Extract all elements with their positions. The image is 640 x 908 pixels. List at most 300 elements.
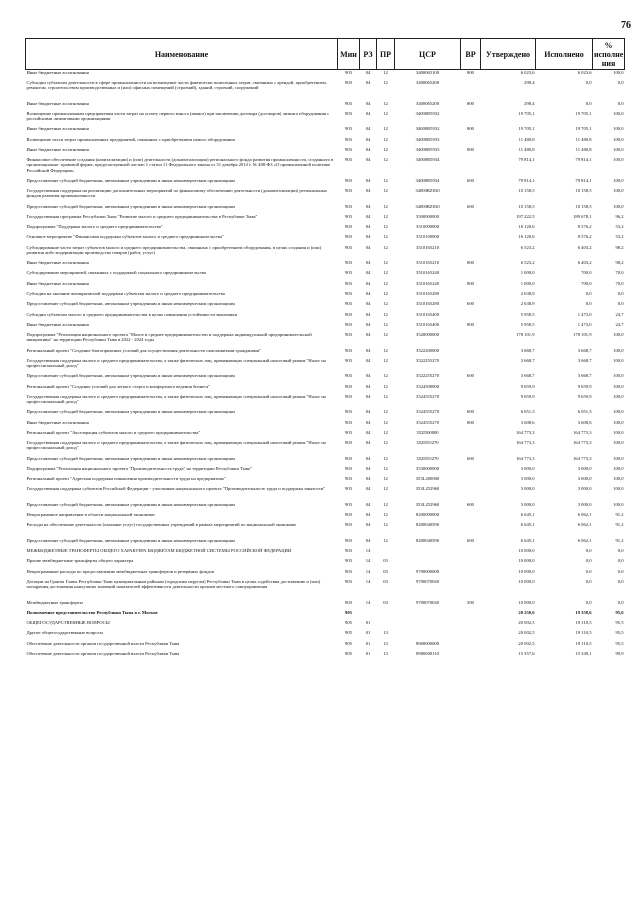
cell-percent: 53,2 [615,224,624,230]
cell-name: Иные бюджетные ассигнования [26,147,89,153]
cell-vr [461,620,481,630]
cell-executed: 8 576,2 [577,234,592,240]
cell-percent: 0,0 [617,599,624,605]
cell-percent: 0,0 [617,579,624,585]
cell-csr: 8900000000 [416,640,439,646]
cell-approved: 10 158,5 [518,203,535,209]
table-row [26,301,625,311]
cell-approved: 11 480,8 [518,147,535,153]
cell-approved: 298,4 [524,80,535,86]
cell-vr [461,394,481,409]
table-row [26,101,625,111]
cell-approved: 6 051,3 [520,409,535,415]
cell-executed: 15 349,1 [575,651,592,656]
cell-csr: 3524555270 [416,419,439,425]
cell-approved: 3 000,0 [520,501,535,507]
cell-rz: 04 [365,512,371,518]
cell-name: Государственная поддержка субъектов Российской Федерации - участников национального проекта "Производительность труда и поддержка занятости" [26,486,326,492]
cell-rz: 04 [365,270,371,276]
cell-name: Иные бюджетные ассигнования [26,280,89,286]
table-row [26,456,625,466]
cell-approved: 3 000,0 [520,476,535,482]
cell-csr: 8900000110 [416,651,439,656]
cell-pr: 12 [383,512,388,518]
cell-rz [360,610,377,620]
cell-name: Предоставление субсидий бюджетным, автономным учреждениям и иным некоммерческим организациям [26,501,235,507]
cell-approved: 178 101,9 [516,332,535,338]
cell-csr: 34000R5932 [415,126,440,132]
cell-name: Прочие межбюджетные трансферты общего характера [26,558,134,564]
cell-percent: 100,0 [613,455,624,461]
cell-approved: 6 523,2 [520,260,535,266]
table-row [26,579,625,600]
cell-min: 903 [345,311,352,317]
cell-csr: 352I555270 [416,455,439,461]
cell-pr: 12 [383,419,388,425]
cell-name: Региональный проект "Акселерация субъектов малого и среднего предпринимательства" [26,429,201,435]
cell-percent: 100,0 [613,419,624,425]
cell-rz: 04 [365,136,371,142]
cell-csr: 3400065200 [416,80,439,86]
cell-name: Предоставление субсидий бюджетным, автономным учреждениям и иным некоммерческим организациям [26,537,235,543]
cell-min: 903 [345,80,352,86]
cell-percent: 100,0 [613,177,624,183]
cell-percent: 0,0 [617,301,624,307]
table-row [26,224,625,234]
cell-csr: 3510165210 [416,244,439,250]
cell-min: 903 [345,393,352,399]
cell-csr [395,630,461,640]
cell-percent: 96,2 [615,213,624,219]
cell-rz: 04 [365,224,371,230]
cell-min: 903 [345,188,352,194]
cell-name: Субсидии субъектам деятельности в сфере промышленности на возмещение части фактически понесенных затрат, связанных с арендой, приобретением, ремонтом, строительством производственных и (или) офисных помещений (строений), зданий, строений, сооружений [26,80,327,91]
cell-rz: 04 [365,301,371,307]
table-body [26,70,625,662]
cell-rz: 14 [365,579,371,585]
table-row [26,569,625,579]
cell-csr: 3510165240 [416,270,439,276]
cell-pr [377,610,395,620]
cell-csr [395,558,461,568]
table-row [26,409,625,419]
cell-rz: 04 [365,188,371,194]
cell-min: 903 [345,501,352,507]
cell-name: Иные бюджетные ассигнования [26,70,89,75]
cell-name: Возмещение части затрат промышленных предприятий, связанных с приобретением нового оборудования [26,136,235,142]
cell-percent: 100,0 [613,70,624,75]
cell-rz: 04 [365,347,371,353]
cell-csr: 3510165240 [416,280,439,286]
cell-pr: 03 [383,568,388,574]
table-row [26,312,625,322]
cell-rz: 04 [365,280,371,286]
cell-rz: 04 [365,321,371,327]
cell-vr [461,157,481,178]
cell-percent: 100,0 [613,501,624,507]
table-row [26,600,625,610]
cell-executed: 6 403,2 [577,244,592,250]
cell-min: 905 [345,630,352,636]
cell-vr: 800 [467,419,474,425]
cell-vr: 600 [467,455,474,461]
cell-min: 903 [345,568,352,574]
cell-min: 903 [345,347,352,353]
table-row [26,558,625,568]
cell-min: 903 [345,321,352,327]
cell-pr [377,548,395,558]
cell-vr: 800 [467,280,474,286]
cell-executed: 6 062,1 [577,537,592,543]
cell-percent: 0,0 [617,548,624,554]
cell-pr: 12 [383,280,388,286]
cell-vr [461,188,481,203]
cell-executed: 19 705,1 [575,126,592,132]
cell-csr: 3520000000 [416,332,439,338]
cell-rz: 04 [365,203,371,209]
header-vr: ВР [461,39,481,70]
cell-executed: 19 110,5 [575,640,592,646]
cell-percent: 91,2 [615,512,624,518]
cell-pr: 03 [383,579,388,585]
header-name: Наименование [26,39,338,70]
header-csr: ЦСР [395,39,461,70]
cell-approved: 3 000,0 [520,486,535,492]
cell-rz: 04 [365,147,371,153]
cell-pr: 12 [383,203,388,209]
cell-approved: 20 002,5 [518,630,535,636]
table-row [26,548,625,558]
cell-executed: 10 158,5 [575,203,592,209]
cell-min: 903 [345,147,352,153]
cell-rz: 04 [365,100,371,106]
cell-percent: 100,0 [613,136,624,142]
cell-rz: 04 [365,111,371,117]
cell-csr: 3524500000 [416,383,439,389]
cell-rz: 14 [365,548,371,554]
cell-rz: 04 [365,465,371,471]
cell-min: 905 [345,651,352,656]
cell-approved: 2 638,9 [520,291,535,297]
cell-min: 903 [345,419,352,425]
cell-pr: 03 [383,599,388,605]
cell-approved: 1 000,0 [520,270,535,276]
cell-rz: 04 [365,80,371,86]
cell-rz: 01 [365,630,371,636]
cell-min: 903 [345,177,352,183]
cell-csr: 352I555270 [416,440,439,446]
cell-min: 903 [345,409,352,415]
cell-name: Возмещение промышленным предприятиям части затрат на уплату первого взноса (аванса) при заключении договора (договоров) лизинга оборудования с российскими лизинговыми организациями [26,111,330,122]
cell-percent: 95,5 [615,620,624,626]
cell-pr: 12 [383,177,388,183]
cell-executed: 19 110,5 [575,630,592,636]
cell-percent: 100,0 [613,357,624,363]
cell-min: 903 [345,280,352,286]
cell-approved: 6 645,1 [520,522,535,528]
cell-percent: 0,0 [617,568,624,574]
cell-rz: 04 [365,126,371,132]
cell-csr: 3400065100 [416,70,439,75]
cell-vr [461,512,481,522]
cell-executed: 3 000,0 [577,501,592,507]
cell-rz: 14 [365,558,371,564]
cell-percent: 100,0 [613,111,624,117]
cell-approved: 10 158,5 [518,188,535,194]
cell-executed: 3 000,0 [577,465,592,471]
cell-vr: 600 [467,537,474,543]
cell-vr: 500 [467,599,474,605]
cell-approved: 164 773,3 [516,429,535,435]
cell-name: Подпрограмма "Реализация национального проекта "Производительность труда" на территории Республики Тыва" [26,465,252,471]
table-row [26,281,625,291]
cell-vr [461,348,481,358]
cell-csr: 3510165210 [416,260,439,266]
cell-vr [461,651,481,661]
table-row [26,538,625,548]
table-row [26,126,625,136]
cell-rz: 04 [365,157,371,163]
header-executed: Исполнено [536,39,593,70]
cell-percent: 95,6 [615,609,624,615]
cell-approved: 3 668,7 [520,373,535,379]
cell-approved: 2 638,9 [520,301,535,307]
cell-csr: 34000R5934 [415,157,440,163]
cell-vr [461,214,481,224]
cell-executed: 0,0 [585,579,592,585]
table-row [26,394,625,409]
cell-percent: 100,0 [613,476,624,482]
cell-csr: 353L252960 [415,486,440,492]
cell-min: 903 [345,373,352,379]
cell-percent: 100,0 [613,373,624,379]
cell-vr [461,579,481,600]
cell-approved: 16 120,6 [518,224,535,230]
cell-min: 903 [345,111,352,117]
cell-min: 905 [345,640,352,646]
cell-approved: 10 000,0 [518,568,535,574]
cell-executed: 19 705,1 [575,111,592,117]
cell-approved: 19 705,1 [518,126,535,132]
cell-min: 905 [345,620,352,626]
cell-vr [461,80,481,101]
cell-pr: 13 [383,651,388,656]
cell-executed: 0,0 [585,599,592,605]
cell-approved: 6 023,6 [520,70,535,75]
cell-pr: 03 [383,558,388,564]
cell-csr: 34000R5934 [415,177,440,183]
cell-vr [461,630,481,640]
cell-approved: 16 120,6 [518,234,535,240]
cell-name: Подпрограмма "Реализация национального проекта "Малое и среднее предпринимательство и поддержка индивидуальной предпринимательской инициативы" на территории Республики Тыва в 2022 - 2024 годы [26,332,312,343]
cell-executed: 1 473,0 [577,321,592,327]
cell-csr: 9700070040 [416,579,439,585]
cell-min: 903 [345,301,352,307]
cell-approved: 20 002,5 [518,640,535,646]
cell-executed: 11 480,8 [575,147,592,153]
cell-approved: 3 668,7 [520,357,535,363]
cell-percent: 53,2 [615,234,624,240]
cell-min: 903 [345,70,352,75]
cell-vr: 600 [467,301,474,307]
table-row [26,234,625,244]
cell-pr: 12 [383,373,388,379]
cell-csr: 3524555270 [416,409,439,415]
cell-percent: 70,0 [615,270,624,276]
cell-executed: 3 668,7 [577,357,592,363]
cell-csr: 8200000000 [416,512,439,518]
cell-pr: 12 [383,188,388,194]
cell-pr: 12 [383,347,388,353]
cell-min: 903 [345,332,352,338]
cell-executed: 164 773,3 [573,440,592,446]
cell-min: 903 [345,357,352,363]
cell-executed: 0,0 [585,548,592,554]
cell-csr: 3500000000 [416,213,439,219]
cell-csr: 34000RZ030 [415,203,440,209]
cell-csr: 9700070040 [416,599,439,605]
cell-approved: 10 000,0 [518,548,535,554]
cell-csr: 8200040590 [416,522,439,528]
cell-percent: 100,0 [613,126,624,132]
cell-min: 903 [345,455,352,461]
cell-approved: 6 645,1 [520,537,535,543]
budget-table [25,38,625,661]
cell-pr: 12 [383,301,388,307]
cell-csr: 3510165280 [416,291,439,297]
cell-vr [461,111,481,126]
cell-csr: 3522255270 [416,373,439,379]
cell-name: Дотации на Гранты Главы Республики Тыва муниципальным районам (городским округам) Республики Тыва в целях содействия достижению и (или) поощрения достижения наилучших значений показателей эффективности деятельности органов местного самоуправления [26,579,321,590]
cell-name: Региональный проект "Создание благоприятных условий для осуществления деятельности самозанятыми гражданами" [26,347,262,353]
cell-percent: 100,0 [613,465,624,471]
cell-csr: 353L200000 [415,476,440,482]
cell-percent: 100,0 [613,347,624,353]
cell-csr [395,620,461,630]
cell-percent: 0,0 [617,80,624,86]
cell-rz: 04 [365,409,371,415]
cell-percent: 24,7 [615,311,624,317]
cell-name: Субсидирование части затрат субъектов малого и среднего предпринимательства, связанных с приобретением оборудования, в целях создания и (или) развития либо модернизации производства товаров (работ, услуг) [26,244,322,255]
cell-pr: 12 [383,213,388,219]
cell-rz: 01 [365,651,371,656]
cell-percent: 100,0 [613,409,624,415]
cell-pr: 12 [383,501,388,507]
cell-pr: 12 [383,126,388,132]
cell-min: 903 [345,429,352,435]
cell-csr: 34000R5932 [415,111,440,117]
table-row [26,358,625,373]
cell-min: 903 [345,579,352,585]
cell-name: Региональный проект "Адресная поддержка повышения производительности труда на предприятиях" [26,476,226,482]
cell-name: Иные бюджетные ассигнования [26,100,89,106]
cell-min: 903 [345,260,352,266]
cell-name: Межбюджетные трансферты [26,599,83,605]
cell-vr: 800 [467,147,474,153]
cell-percent: 91,2 [615,537,624,543]
table-row [26,80,625,101]
cell-name: Субсидирование мероприятий, связанных с поддержкой социального предпринимательства [26,270,207,276]
cell-executed: 9 659,9 [577,383,592,389]
table-row [26,651,625,661]
cell-csr: 3510165400 [416,321,439,327]
cell-executed: 8 576,2 [577,224,592,230]
cell-pr: 12 [383,100,388,106]
cell-name: Предоставление субсидий бюджетным, автономным учреждениям и иным некоммерческим организациям [26,177,235,183]
cell-approved: 9 659,9 [520,393,535,399]
cell-pr: 12 [383,234,388,240]
cell-csr: 3510100000 [416,234,439,240]
cell-vr [461,332,481,347]
table-row [26,178,625,188]
cell-name: Государственная поддержка малого и среднего предпринимательства, а также физических лиц, применяющих специальный налоговый режим "Налог на профессиональный доход" [26,440,326,451]
table-row [26,630,625,640]
cell-percent: 100,0 [613,486,624,492]
cell-min: 903 [345,537,352,543]
cell-pr: 12 [383,393,388,399]
cell-vr: 600 [467,177,474,183]
cell-percent: 98,2 [615,244,624,250]
cell-pr: 12 [383,111,388,117]
cell-csr: 9700000000 [416,568,439,574]
header-rz: РЗ [360,39,377,70]
cell-vr [461,312,481,322]
table-row [26,373,625,383]
cell-pr [377,620,395,630]
cell-rz: 04 [365,291,371,297]
cell-name: Государственная программа Республики Тыва "Развитие малого и среднего предпринимательства в Республике Тыва" [26,213,258,219]
cell-pr: 12 [383,383,388,389]
cell-rz: 04 [365,455,371,461]
table-row [26,214,625,224]
cell-percent: 70,0 [615,280,624,286]
cell-approved: 11 480,8 [518,136,535,142]
cell-rz: 04 [365,234,371,240]
cell-min: 903 [345,465,352,471]
cell-executed: 3 000,0 [577,486,592,492]
cell-vr [461,440,481,455]
header-percent: % исполне ния [594,40,624,68]
cell-approved: 298,4 [524,100,535,106]
cell-approved: 6 645,1 [520,512,535,518]
cell-name: Подпрограмма "Поддержка малого и среднего предпринимательства" [26,224,163,230]
page-number: 76 [621,20,631,31]
cell-min: 903 [345,486,352,492]
cell-pr: 12 [383,224,388,230]
cell-pr: 12 [383,147,388,153]
cell-approved: 20 250,6 [518,609,535,615]
cell-approved: 6 523,2 [520,244,535,250]
cell-approved: 164 773,3 [516,440,535,446]
cell-name: Расходы на обеспечение деятельности (оказание услуг) государственных учреждений в рамках мероприятий по национальной экономике [26,522,297,528]
table-row [26,384,625,394]
cell-min: 903 [345,244,352,250]
cell-csr [395,610,461,620]
cell-name: Иные бюджетные ассигнования [26,260,89,266]
cell-vr [461,270,481,280]
cell-pr: 12 [383,260,388,266]
cell-approved: 10 000,0 [518,558,535,564]
cell-vr [461,358,481,373]
cell-executed: 0,0 [585,301,592,307]
cell-vr: 600 [467,373,474,379]
cell-approved: 20 002,5 [518,620,535,626]
cell-rz: 04 [365,213,371,219]
cell-approved: 164 773,3 [516,455,535,461]
cell-executed: 0,0 [585,291,592,297]
cell-vr: 800 [467,260,474,266]
table-row [26,332,625,347]
